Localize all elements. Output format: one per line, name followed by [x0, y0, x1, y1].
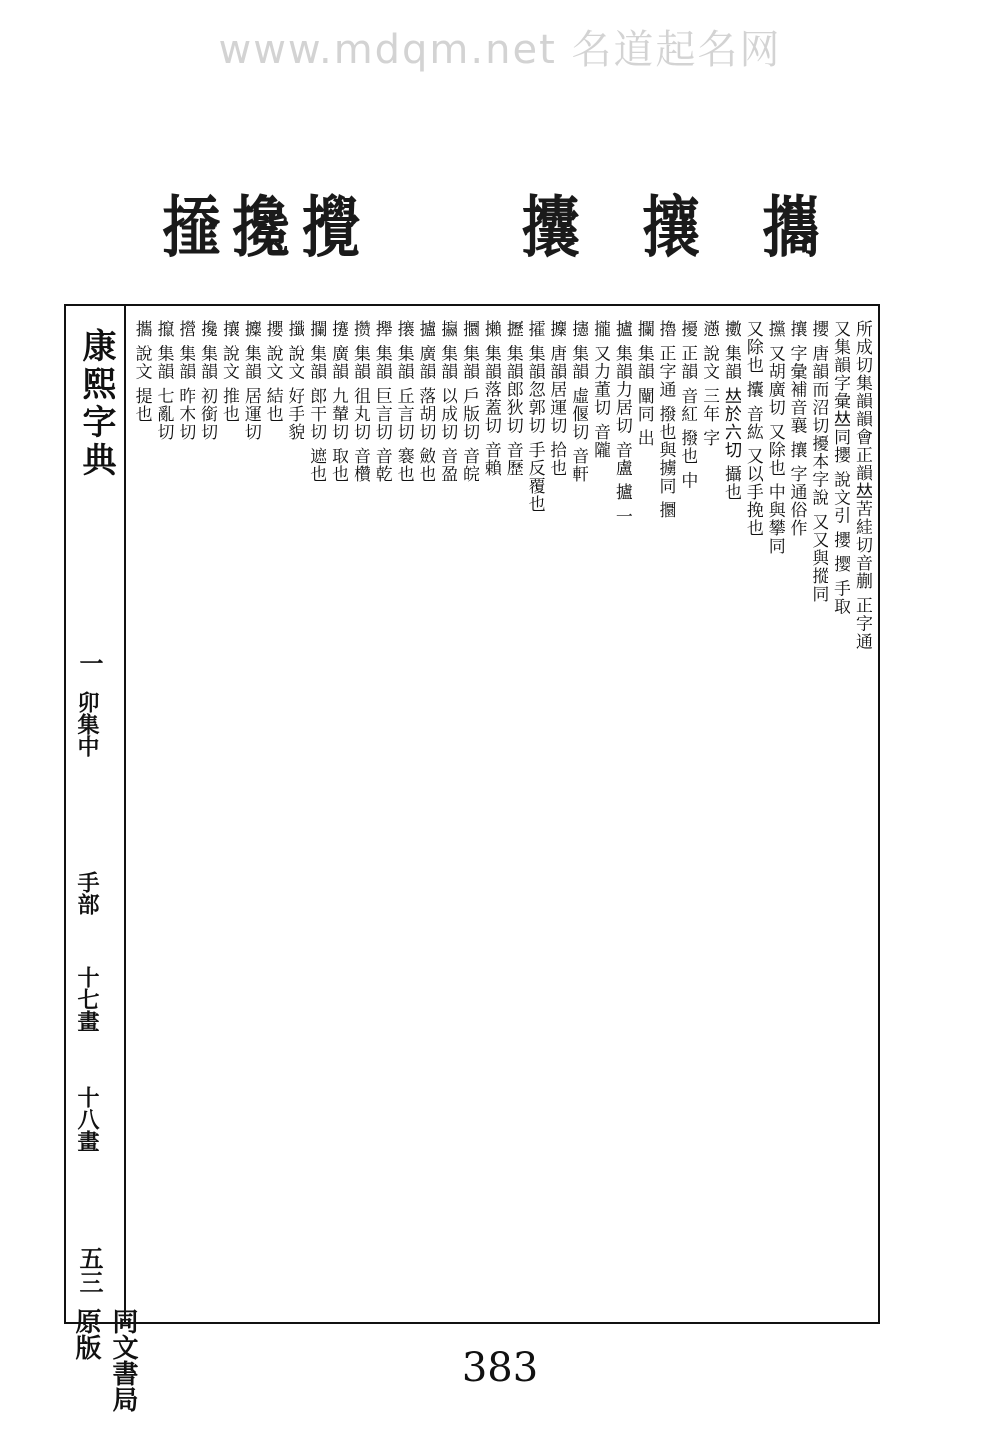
text-column: 攖 說文 結也 [262, 320, 283, 423]
text-column: 攘 說文 推也 [219, 320, 239, 423]
text-column: 攒 集韻 徂丸切 音欑 [350, 320, 370, 484]
text-column: 攉 集韻忽郭切 手反覆也 [524, 320, 545, 513]
section-name: 卯集中 [74, 691, 100, 757]
text-column: 又集韻字彙𠀤同攖 說文引 攖 撄 手取 [830, 320, 851, 616]
radical-name: 手部 [74, 871, 100, 915]
page-number: 383 [461, 1345, 539, 1391]
seal-glyph: 攙 [232, 188, 291, 267]
text-column: 攓 廣韻 九輦切 取也 [328, 320, 349, 484]
text-column: 攙 集韻 初銜切 [197, 320, 218, 441]
seal-glyph: 攜 [762, 188, 821, 267]
page-frame [64, 304, 880, 1324]
seal-script-row [150, 180, 850, 270]
text-column: 又除也 攮 音紘 又以手挽也 [743, 320, 763, 538]
text-column: 攛 集韻 七亂切 [153, 320, 174, 441]
text-column: 所成切集韻韻會正韻𠀤苦絓切音蒯 正字通 [852, 320, 872, 651]
dictionary-title: 康熙字典 [76, 328, 116, 480]
text-column: 攖 唐韻而沼切擾本字說 又又與摐同 [808, 320, 829, 603]
text-column: 攑 集韻 巨言切 音乾 [371, 320, 392, 484]
text-column: 懣 說文 三年 字 [699, 320, 720, 448]
text-column: 攩 又胡廣切 又除也 中與攀同 [764, 320, 785, 556]
seal-glyph: 𢶍 [162, 188, 221, 267]
text-column: 攗 集韻 居運切 [240, 320, 261, 441]
stroke-count-17: 十七畫 [74, 966, 100, 1032]
entry-body [128, 306, 878, 1322]
text-column: 擻 集韻 𠀤於六切 攝也 [721, 320, 742, 502]
text-column: 攜 說文 提也 [131, 320, 152, 423]
text-column: 攊 集韻郎狄切 音歷 [502, 320, 523, 477]
text-column: 攚 集韻 昨木切 [175, 320, 196, 441]
seal-glyph: 攪 [302, 188, 361, 267]
stroke-count-18: 十八畫 [74, 1086, 100, 1152]
text-column: 攌 集韻 戶版切 音皖 [459, 320, 480, 484]
text-column: 攔 集韻 郎干切 遮也 [306, 320, 327, 484]
margin-column [66, 306, 126, 1322]
folio-number: 五三 [75, 1246, 104, 1294]
text-column: 攘 字彙補音襄 攘 字通俗作 [786, 320, 807, 538]
text-column: 攇 集韻 虛偃切 音軒 [568, 320, 589, 484]
text-column: 擾 正韻 音紅 撥也 中 [677, 320, 698, 490]
text-column: 攔 集韻 闡同 出 [633, 320, 654, 448]
site-watermark: www.mdqm.net 名道起名网 [218, 27, 782, 73]
text-column: 攎 廣韻 落胡切 斂也 [415, 320, 436, 484]
volume-mark: 一 [75, 651, 104, 675]
text-column: 攎 集韻力居切 音盧 攎 一 [612, 320, 632, 526]
text-column: 攕 說文 好手貌 [284, 320, 305, 441]
text-column: 攐 集韻 丘言切 褰也 [393, 320, 414, 484]
text-column: 攏 又力董切 音隴 [590, 320, 611, 459]
text-columns [132, 320, 872, 1312]
seal-glyph: 攮 [522, 188, 581, 267]
text-column: 攍 集韻 以成切 音盈 [437, 320, 458, 484]
text-column: 擼 正字通 撥也與擄同 攌 [655, 320, 676, 520]
text-column: 攈 唐韻居運切 拾也 [546, 320, 567, 477]
seal-glyph: 攘 [642, 188, 701, 267]
publisher-note: 同文書局原版 [71, 1308, 138, 1412]
text-column: 攋 集韻落蓋切 音賴 [481, 320, 501, 477]
